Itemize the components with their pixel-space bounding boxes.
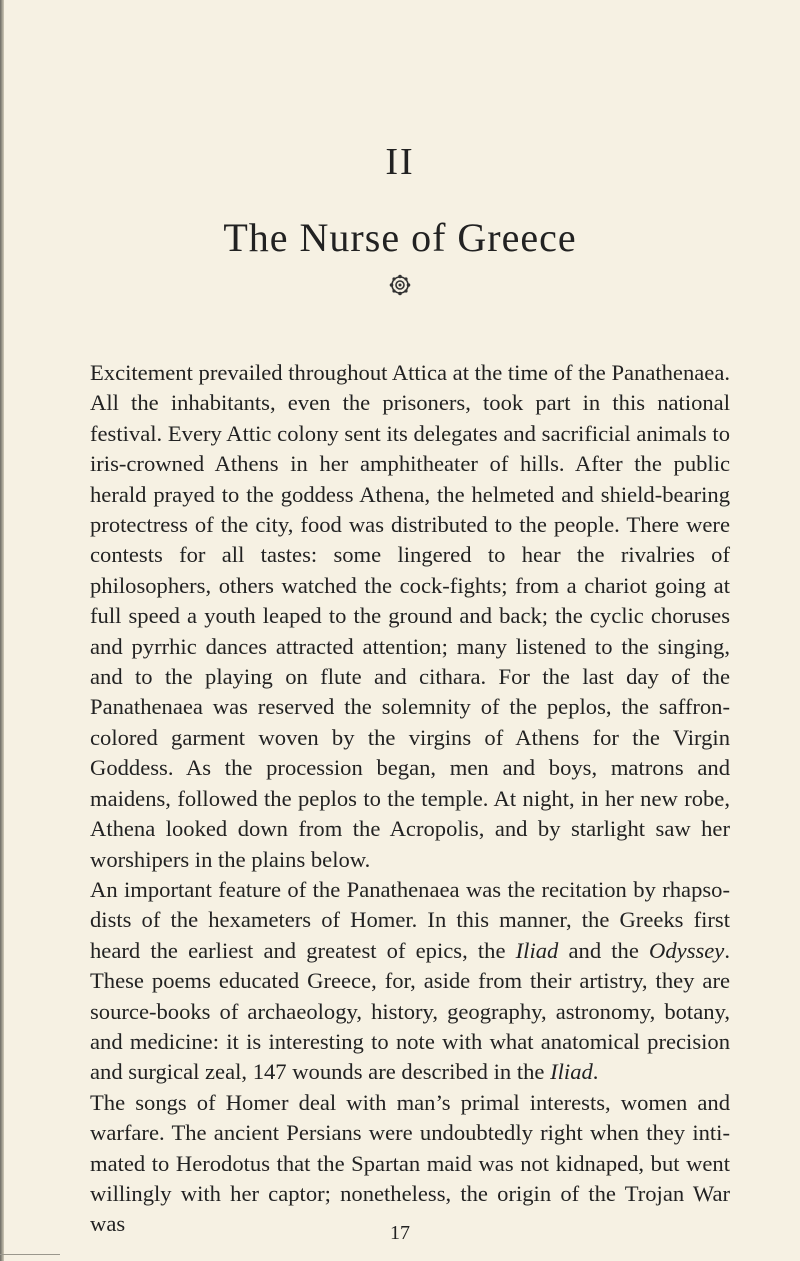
paragraph-text: An important feature of the Panathenaea was the recitation by rhapsodists of the hexameters of Homer. In this manner, the Greeks first heard the earliest and greatest of epics, the xyxy=(90,876,730,963)
page-edge-shadow xyxy=(0,0,4,1261)
ornament xyxy=(0,274,800,296)
paragraph-3 xyxy=(90,1088,730,1240)
paragraph-text: . These poems educated Greece, for, aside from their artistry, they are source-books of archaeology, history, geography, astronomy, botany, and medicine: it is interesting to note with what anatomical precision and surgical zeal, 147 wounds are described in the xyxy=(90,937,730,1085)
paragraph-1 xyxy=(90,358,730,875)
book-title-iliad: Iliad xyxy=(515,937,559,963)
paragraph-text: Excitement prevailed throughout Attica at the time of the Panathenaea. All the inhabitants, even the prisoners, took part in this national festival. Every Attic colony sent its delegates and sacrificial animals to iris-crowned Athens in her amphitheater of hills. After the public herald prayed to the goddess Athena, the helmeted and shield-bearing protectress of the city, food was distributed to the people. There were contests for all tastes: some lingered to hear the rivalries of philosophers, others watched the cock-fights; from a chariot going at full speed a youth leaped to the ground and back; the cyclic choruses and pyrrhic dances attracted attention; many listened to the singing, and to the playing on flute and cithara. For the last day of the Panathenaea was reserved the solemnity of the peplos, the saffron-colored garment woven by the virgins of Athens for the Virgin Goddess. As the procession began, men and boys, matrons and maidens, followed the peplos to the temple. At night, in her new robe, Athena looked down from the Acropolis, and by starlight saw her worshipers in the plains below. xyxy=(90,360,730,872)
chapter-title: The Nurse of Greece xyxy=(223,215,577,260)
paragraph-2 xyxy=(90,875,730,1088)
book-title-iliad: Iliad xyxy=(550,1059,593,1085)
paragraph-text: The songs of Homer deal with man’s primal interests, women and warfare. The ancient Persians were undoubtedly right when they intimated to Herodotus that the Spartan maid was not kidnaped, but went willingly with her captor; nonetheless, the origin of the Trojan War was xyxy=(90,1089,730,1237)
chapter-number: II xyxy=(385,141,415,183)
corner-rule xyxy=(0,1254,60,1255)
page-number: 17 xyxy=(390,1222,410,1244)
paragraph-text: . xyxy=(592,1059,599,1085)
body-text xyxy=(90,358,730,1240)
book-title-odyssey: Odyssey xyxy=(649,937,725,963)
paragraph-text: and the xyxy=(558,937,650,963)
rosette-ornament-icon xyxy=(389,274,411,296)
